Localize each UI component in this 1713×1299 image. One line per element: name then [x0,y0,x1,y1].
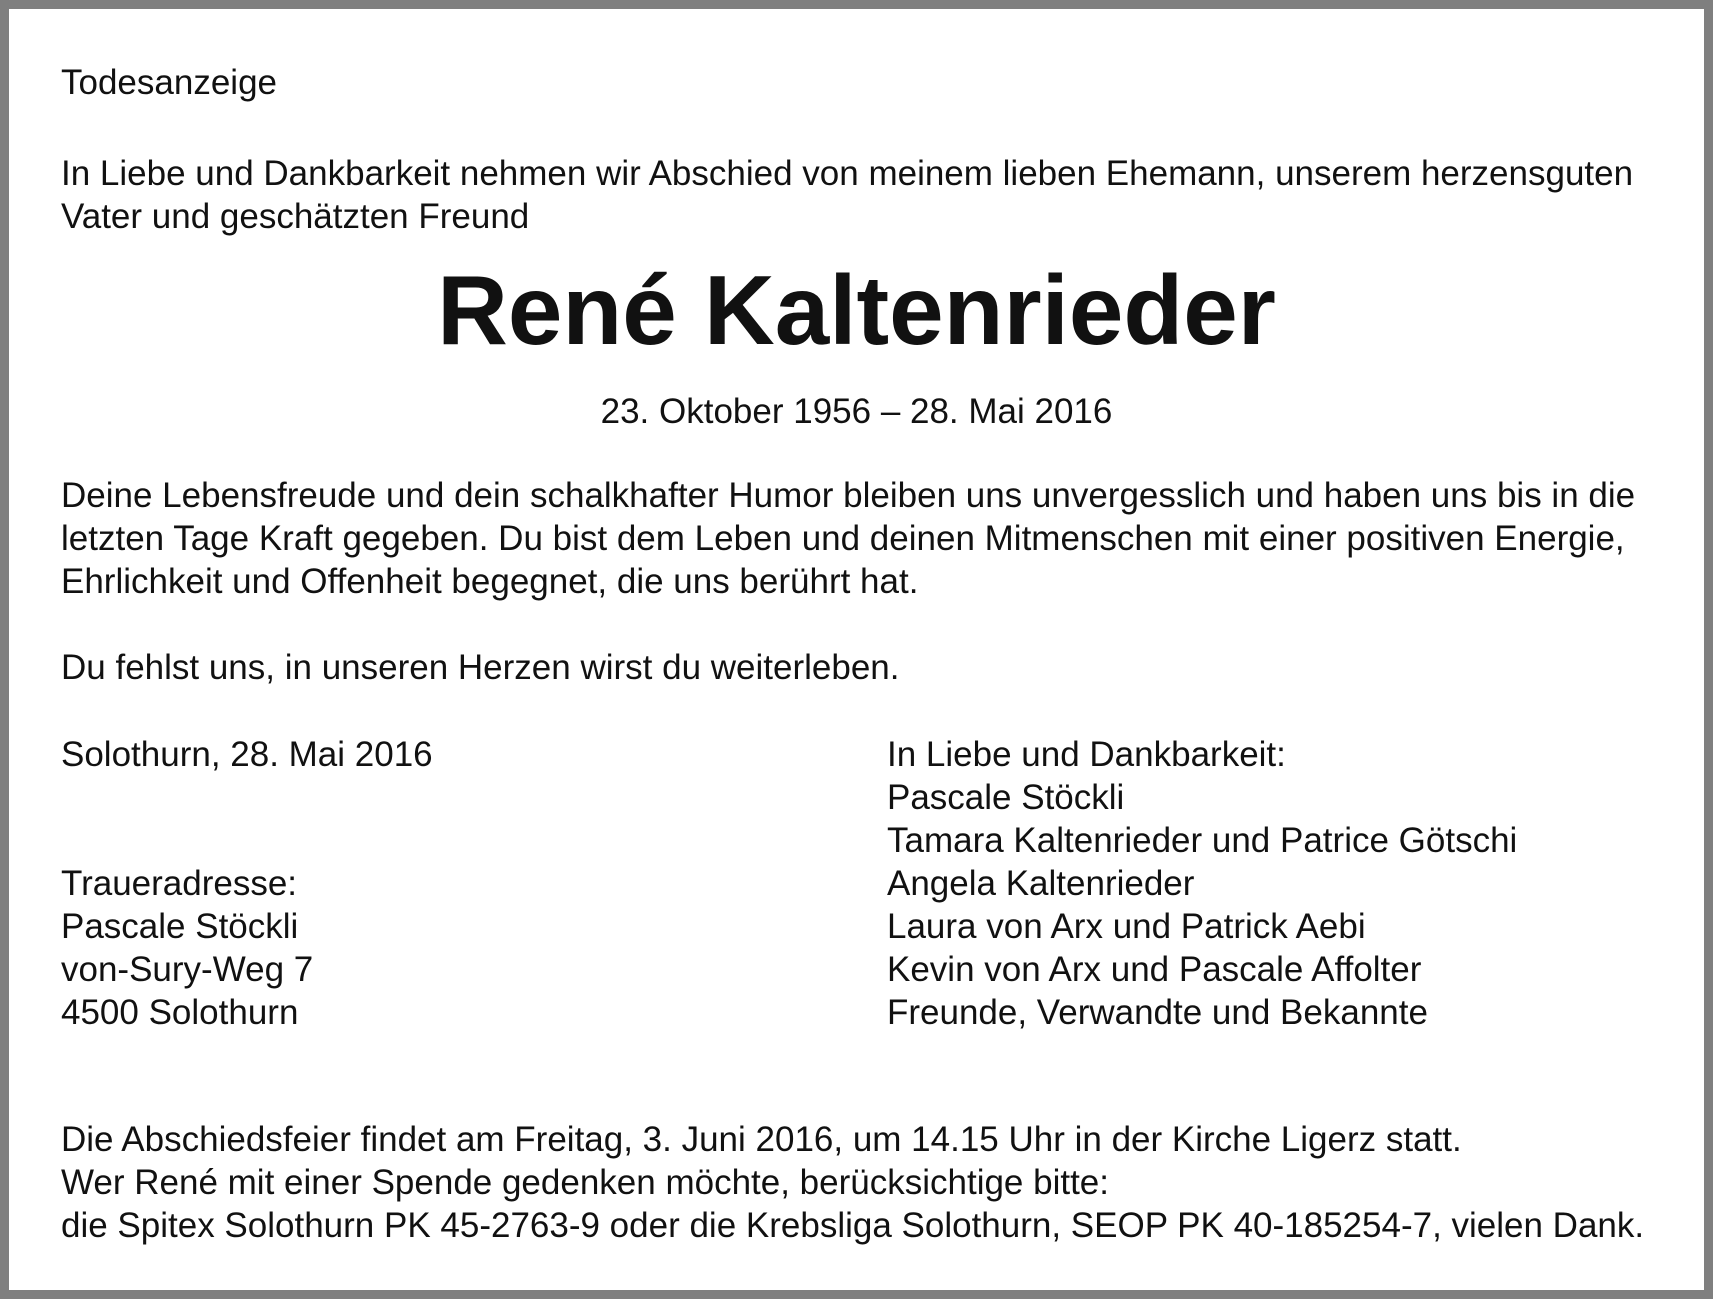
place-and-date: Solothurn, 28. Mai 2016 [61,735,433,774]
mourner-name: Kevin von Arx und Pascale Affolter [887,950,1422,989]
address-name: Pascale Stöckli [61,907,299,946]
mourner-name: Angela Kaltenrieder [887,864,1195,903]
mourning-address [61,862,313,1034]
mourner-name: Laura von Arx und Patrick Aebi [887,907,1366,946]
mourners-label: In Liebe und Dankbarkeit: [887,735,1286,774]
mourners-list [887,733,1517,1034]
address-street: von-Sury-Weg 7 [61,950,314,989]
tribute-line: letzten Tage Kraft gegeben. Du bist dem Leben und deinen Mitmenschen mit einer positiven Energie, [61,519,1625,558]
mourner-name: Tamara Kaltenrieder und Patrice Götschi [887,821,1518,860]
address-city: 4500 Solothurn [61,993,299,1032]
mourner-name: Freunde, Verwandte und Bekannte [887,993,1428,1032]
closing-sentence: Du fehlst uns, in unseren Herzen wirst du weiterleben. [61,648,900,687]
mourner-name: Pascale Stöckli [887,778,1125,817]
deceased-name: René Kaltenrieder [437,255,1276,365]
tribute-line: Deine Lebensfreude und dein schalkhafter Humor bleiben uns unvergesslich und haben uns bis in die [61,476,1636,515]
intro-text [61,152,1633,238]
tribute-line: Ehrlichkeit und Offenheit begegnet, die uns berührt hat. [61,562,919,601]
service-line: Die Abschiedsfeier findet am Freitag, 3. Juni 2016, um 14.15 Uhr in der Kirche Ligerz statt. [61,1120,1462,1159]
tribute-text [61,474,1635,603]
obituary-notice [9,9,1704,1290]
notice-heading: Todesanzeige [61,63,277,102]
intro-line: Vater und geschätzten Freund [61,197,530,236]
service-information [61,1118,1644,1247]
address-label: Traueradresse: [61,864,298,903]
service-line: Wer René mit einer Spende gedenken möchte, berücksichtige bitte: [61,1163,1110,1202]
service-line: die Spitex Solothurn PK 45-2763-9 oder die Krebsliga Solothurn, SEOP PK 40-185254-7, vielen Dank. [61,1206,1645,1245]
life-dates: 23. Oktober 1956 – 28. Mai 2016 [600,392,1113,431]
intro-line: In Liebe und Dankbarkeit nehmen wir Abschied von meinem lieben Ehemann, unserem herzensguten [61,154,1634,193]
